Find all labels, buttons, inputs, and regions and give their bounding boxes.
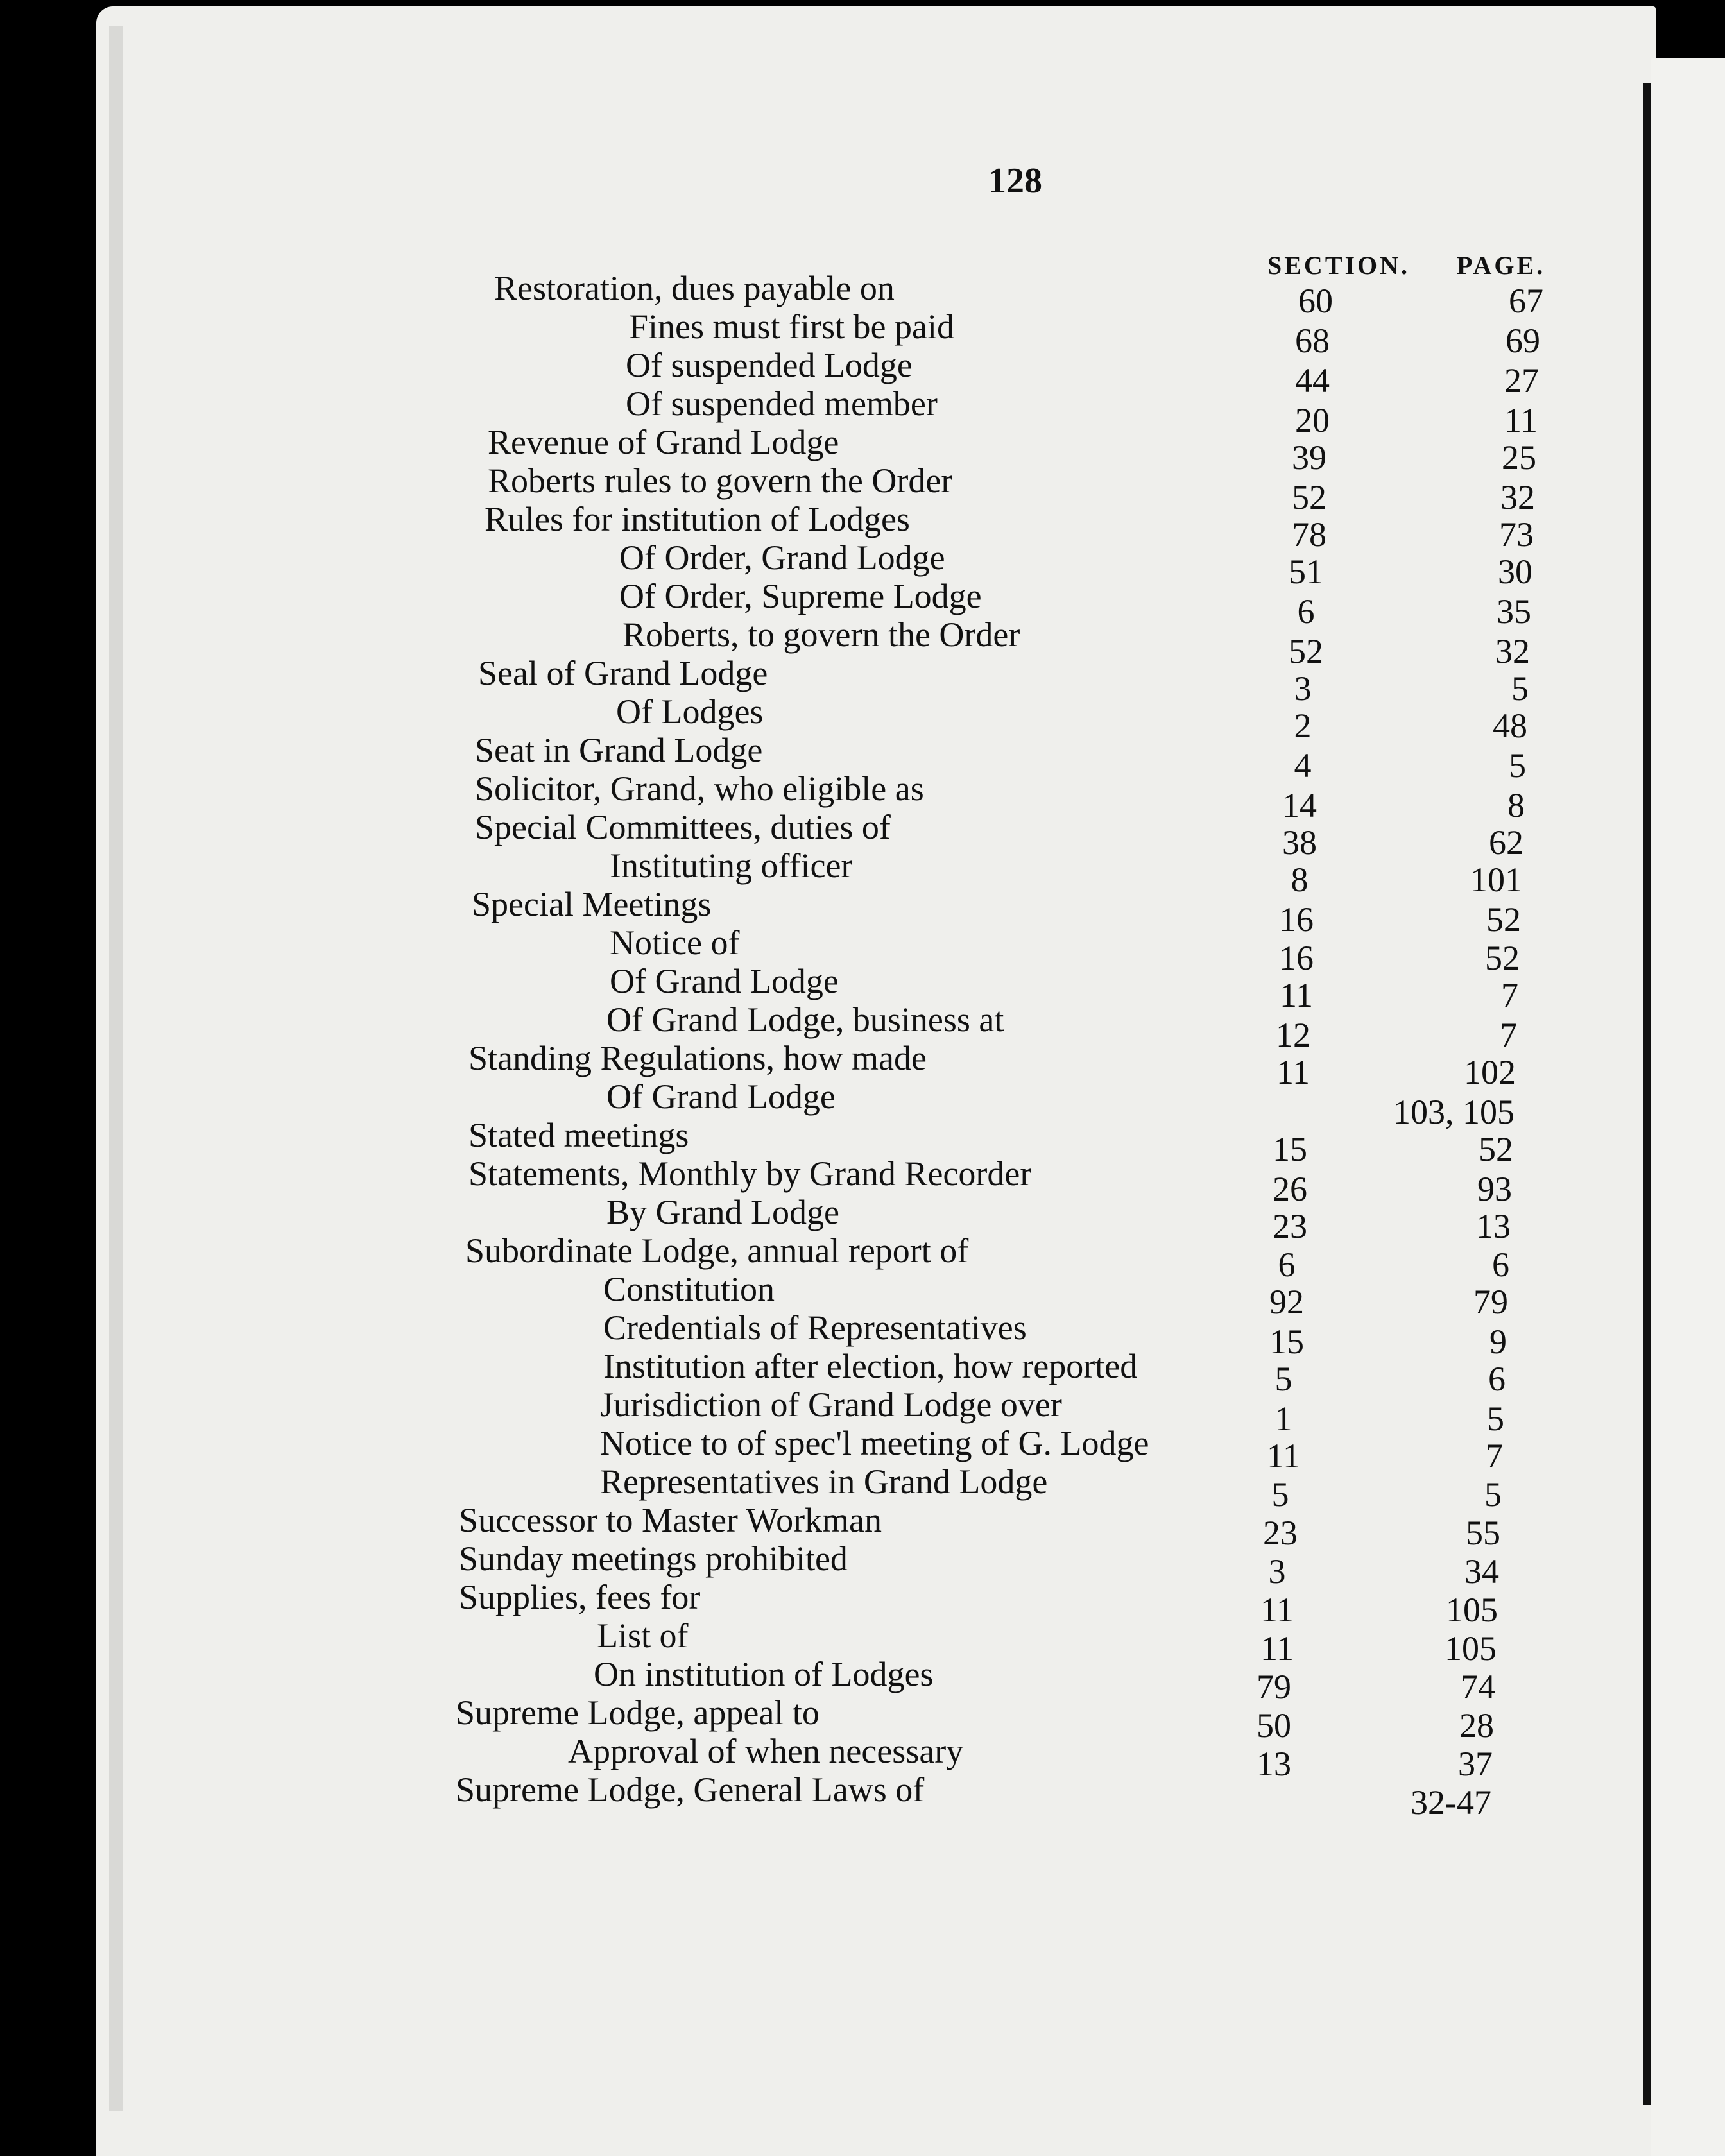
entry-label: Seal of Grand Lodge (478, 654, 768, 692)
index-entry (0, 1192, 1725, 1245)
entry-label: Approval of when necessary (568, 1732, 964, 1770)
entry-section: 16 (1279, 900, 1314, 939)
entry-section: 14 (1282, 786, 1317, 825)
entry-section: 11 (1267, 1437, 1300, 1475)
index-entry (0, 384, 1725, 440)
entry-label: List of (597, 1616, 689, 1655)
entry-section: 11 (1260, 1591, 1294, 1629)
entry-section: 5 (1271, 1475, 1289, 1514)
entry-page: 7 (1501, 976, 1518, 1014)
index-entry (0, 730, 1725, 785)
index-entry (0, 1462, 1725, 1514)
entry-page: 5 (1484, 1475, 1502, 1514)
entry-page: 11 (1504, 401, 1538, 440)
index-entry (0, 653, 1725, 708)
entry-section: 6 (1278, 1245, 1296, 1284)
entry-label: Jurisdiction of Grand Lodge over (600, 1385, 1062, 1424)
entry-label: Of Order, Supreme Lodge (619, 577, 982, 615)
entry-page: 13 (1476, 1207, 1511, 1245)
entry-page: 32 (1500, 478, 1535, 517)
index-entry (0, 1654, 1725, 1706)
index-entry (0, 461, 1725, 517)
page-column-header: PAGE. (1457, 251, 1546, 280)
entry-page: 69 (1506, 321, 1540, 360)
entry-page: 30 (1498, 552, 1532, 591)
index-entry (0, 884, 1725, 939)
index-entry (0, 1385, 1725, 1438)
index-entry (0, 1693, 1725, 1745)
entry-page: 7 (1486, 1437, 1503, 1475)
entry-page: 52 (1485, 939, 1520, 977)
entry-label: By Grand Lodge (606, 1193, 839, 1231)
index-entry (0, 769, 1725, 825)
entry-section: 52 (1289, 632, 1323, 671)
entry-label: Of Order, Grand Lodge (619, 538, 945, 577)
entry-label: Constitution (603, 1270, 775, 1308)
index-entry (0, 1231, 1725, 1284)
entry-section: 3 (1268, 1552, 1286, 1591)
entry-label: Supreme Lodge, General Laws of (456, 1770, 925, 1809)
entry-page: 9 (1489, 1322, 1507, 1361)
entry-page: 48 (1493, 706, 1527, 745)
entry-section: 52 (1292, 478, 1326, 517)
entry-section: 68 (1295, 321, 1330, 360)
index-entry (0, 1423, 1725, 1475)
entry-page: 105 (1446, 1591, 1498, 1629)
index-entry (0, 1500, 1725, 1552)
entry-page: 5 (1511, 669, 1529, 708)
entry-page: 25 (1502, 438, 1536, 477)
index-entry (0, 1616, 1725, 1668)
entry-section: 60 (1298, 282, 1333, 320)
entry-label: Restoration, dues payable on (494, 269, 895, 307)
entry-label: Standing Regulations, how made (468, 1039, 927, 1077)
index-entry (0, 1154, 1725, 1208)
entry-label: Successor to Master Workman (459, 1501, 882, 1539)
index-entry (0, 1770, 1725, 1822)
index-entry (0, 307, 1725, 360)
entry-section: 38 (1282, 823, 1317, 862)
index-entry (0, 345, 1725, 400)
entry-label: Credentials of Representatives (603, 1308, 1027, 1347)
entry-page: 52 (1486, 900, 1521, 939)
entry-label: Solicitor, Grand, who eligible as (475, 769, 924, 808)
index-entry (0, 1115, 1725, 1168)
index-entry (0, 1308, 1725, 1361)
entry-label: Rules for institution of Lodges (485, 500, 910, 538)
entry-label: Institution after election, how reported (603, 1347, 1138, 1385)
entry-label: Notice to of spec'l meeting of G. Lodge (600, 1424, 1149, 1462)
entry-label: Seat in Grand Lodge (475, 731, 763, 769)
entry-section: 11 (1280, 976, 1313, 1014)
index-entry (0, 692, 1725, 745)
entry-section: 79 (1257, 1668, 1291, 1706)
index-entry (0, 268, 1725, 320)
entry-page: 52 (1479, 1130, 1513, 1168)
entry-section: 6 (1297, 592, 1315, 631)
entry-page: 105 (1445, 1629, 1497, 1668)
index-entry (0, 499, 1725, 554)
index-entry (0, 1038, 1725, 1091)
entry-label: Roberts, to govern the Order (622, 615, 1020, 654)
entry-page: 67 (1509, 282, 1543, 320)
entry-section: 11 (1260, 1629, 1294, 1668)
entry-section: 50 (1257, 1706, 1291, 1745)
entry-page: 32-47 (1411, 1783, 1491, 1822)
index-entry (0, 1269, 1725, 1321)
entry-label: Notice of (610, 923, 740, 962)
entry-section: 44 (1295, 361, 1330, 400)
entry-label: Instituting officer (610, 846, 853, 885)
entry-section: 23 (1273, 1207, 1307, 1245)
entry-section: 2 (1294, 706, 1312, 745)
entry-page: 28 (1459, 1706, 1494, 1745)
entry-page: 27 (1504, 361, 1539, 400)
index-entry (0, 846, 1725, 899)
entry-section: 78 (1292, 515, 1326, 554)
entry-page: 74 (1461, 1668, 1495, 1706)
entry-section: 15 (1269, 1322, 1304, 1361)
entry-section: 39 (1292, 438, 1326, 477)
entry-page: 8 (1507, 786, 1525, 825)
page-number: 128 (988, 161, 1042, 201)
entry-page: 101 (1470, 860, 1522, 899)
entry-label: Sunday meetings prohibited (459, 1539, 848, 1578)
index-entry (0, 923, 1725, 977)
entry-label: Of Grand Lodge (606, 1077, 836, 1116)
entry-label: Supplies, fees for (459, 1578, 701, 1616)
entry-page: 93 (1477, 1170, 1512, 1208)
index-entry (0, 1000, 1725, 1054)
index-entry (0, 1539, 1725, 1591)
entry-label: Of Lodges (616, 692, 764, 731)
entry-section: 15 (1273, 1130, 1307, 1168)
entry-section: 26 (1273, 1170, 1307, 1208)
entry-page: 102 (1464, 1053, 1516, 1091)
entry-page: 62 (1489, 823, 1523, 862)
entry-label: Revenue of Grand Lodge (488, 423, 839, 461)
entry-label: Stated meetings (468, 1116, 689, 1154)
entry-section: 1 (1274, 1399, 1292, 1438)
entry-section: 23 (1263, 1514, 1298, 1552)
entry-section: 16 (1279, 939, 1314, 977)
entry-page: 5 (1487, 1399, 1504, 1438)
entry-label: Supreme Lodge, appeal to (456, 1693, 820, 1732)
entry-label: Fines must first be paid (629, 307, 954, 346)
entry-page: 55 (1466, 1514, 1500, 1552)
entry-label: Of Grand Lodge (610, 962, 839, 1000)
entry-section: 11 (1276, 1053, 1310, 1091)
entry-page: 37 (1458, 1745, 1493, 1783)
index-entry (0, 538, 1725, 591)
entry-page: 79 (1473, 1283, 1508, 1321)
entry-label: Special Meetings (472, 885, 712, 923)
entry-page: 6 (1492, 1245, 1509, 1284)
entry-section: 51 (1289, 552, 1323, 591)
entry-label: Statements, Monthly by Grand Recorder (468, 1154, 1032, 1193)
entry-page: 103, 105 (1393, 1093, 1515, 1131)
entry-page: 32 (1495, 632, 1530, 671)
entry-section: 20 (1295, 401, 1330, 440)
entry-section: 13 (1257, 1745, 1291, 1783)
index-entry (0, 615, 1725, 671)
index-entry (0, 1077, 1725, 1131)
entry-label: Special Committees, duties of (475, 808, 891, 846)
index-entry (0, 576, 1725, 631)
entry-label: Representatives in Grand Lodge (600, 1462, 1048, 1501)
entry-section: 4 (1294, 746, 1312, 785)
entry-page: 73 (1499, 515, 1534, 554)
section-column-header: SECTION. (1267, 251, 1411, 280)
entry-section: 5 (1274, 1360, 1292, 1398)
index-entry (0, 1577, 1725, 1629)
index-entry (0, 1346, 1725, 1398)
entry-label: Subordinate Lodge, annual report of (465, 1231, 969, 1270)
entry-page: 34 (1464, 1552, 1499, 1591)
entry-section: 92 (1269, 1283, 1304, 1321)
entry-page: 6 (1488, 1360, 1506, 1398)
entry-label: Roberts rules to govern the Order (488, 461, 953, 500)
entry-page: 35 (1497, 592, 1531, 631)
index-entry (0, 807, 1725, 862)
entry-page: 5 (1509, 746, 1526, 785)
index-entry (0, 1731, 1725, 1783)
entry-label: Of suspended Lodge (626, 346, 913, 384)
entry-label: Of suspended member (626, 384, 938, 423)
entry-section: 12 (1276, 1016, 1310, 1054)
entry-section: 8 (1291, 860, 1309, 899)
entry-section: 3 (1294, 669, 1312, 708)
entry-page: 7 (1500, 1016, 1517, 1054)
entry-label: Of Grand Lodge, business at (606, 1000, 1004, 1039)
index-entry (0, 422, 1725, 477)
index-entry (0, 961, 1725, 1014)
entry-label: On institution of Lodges (594, 1655, 934, 1693)
